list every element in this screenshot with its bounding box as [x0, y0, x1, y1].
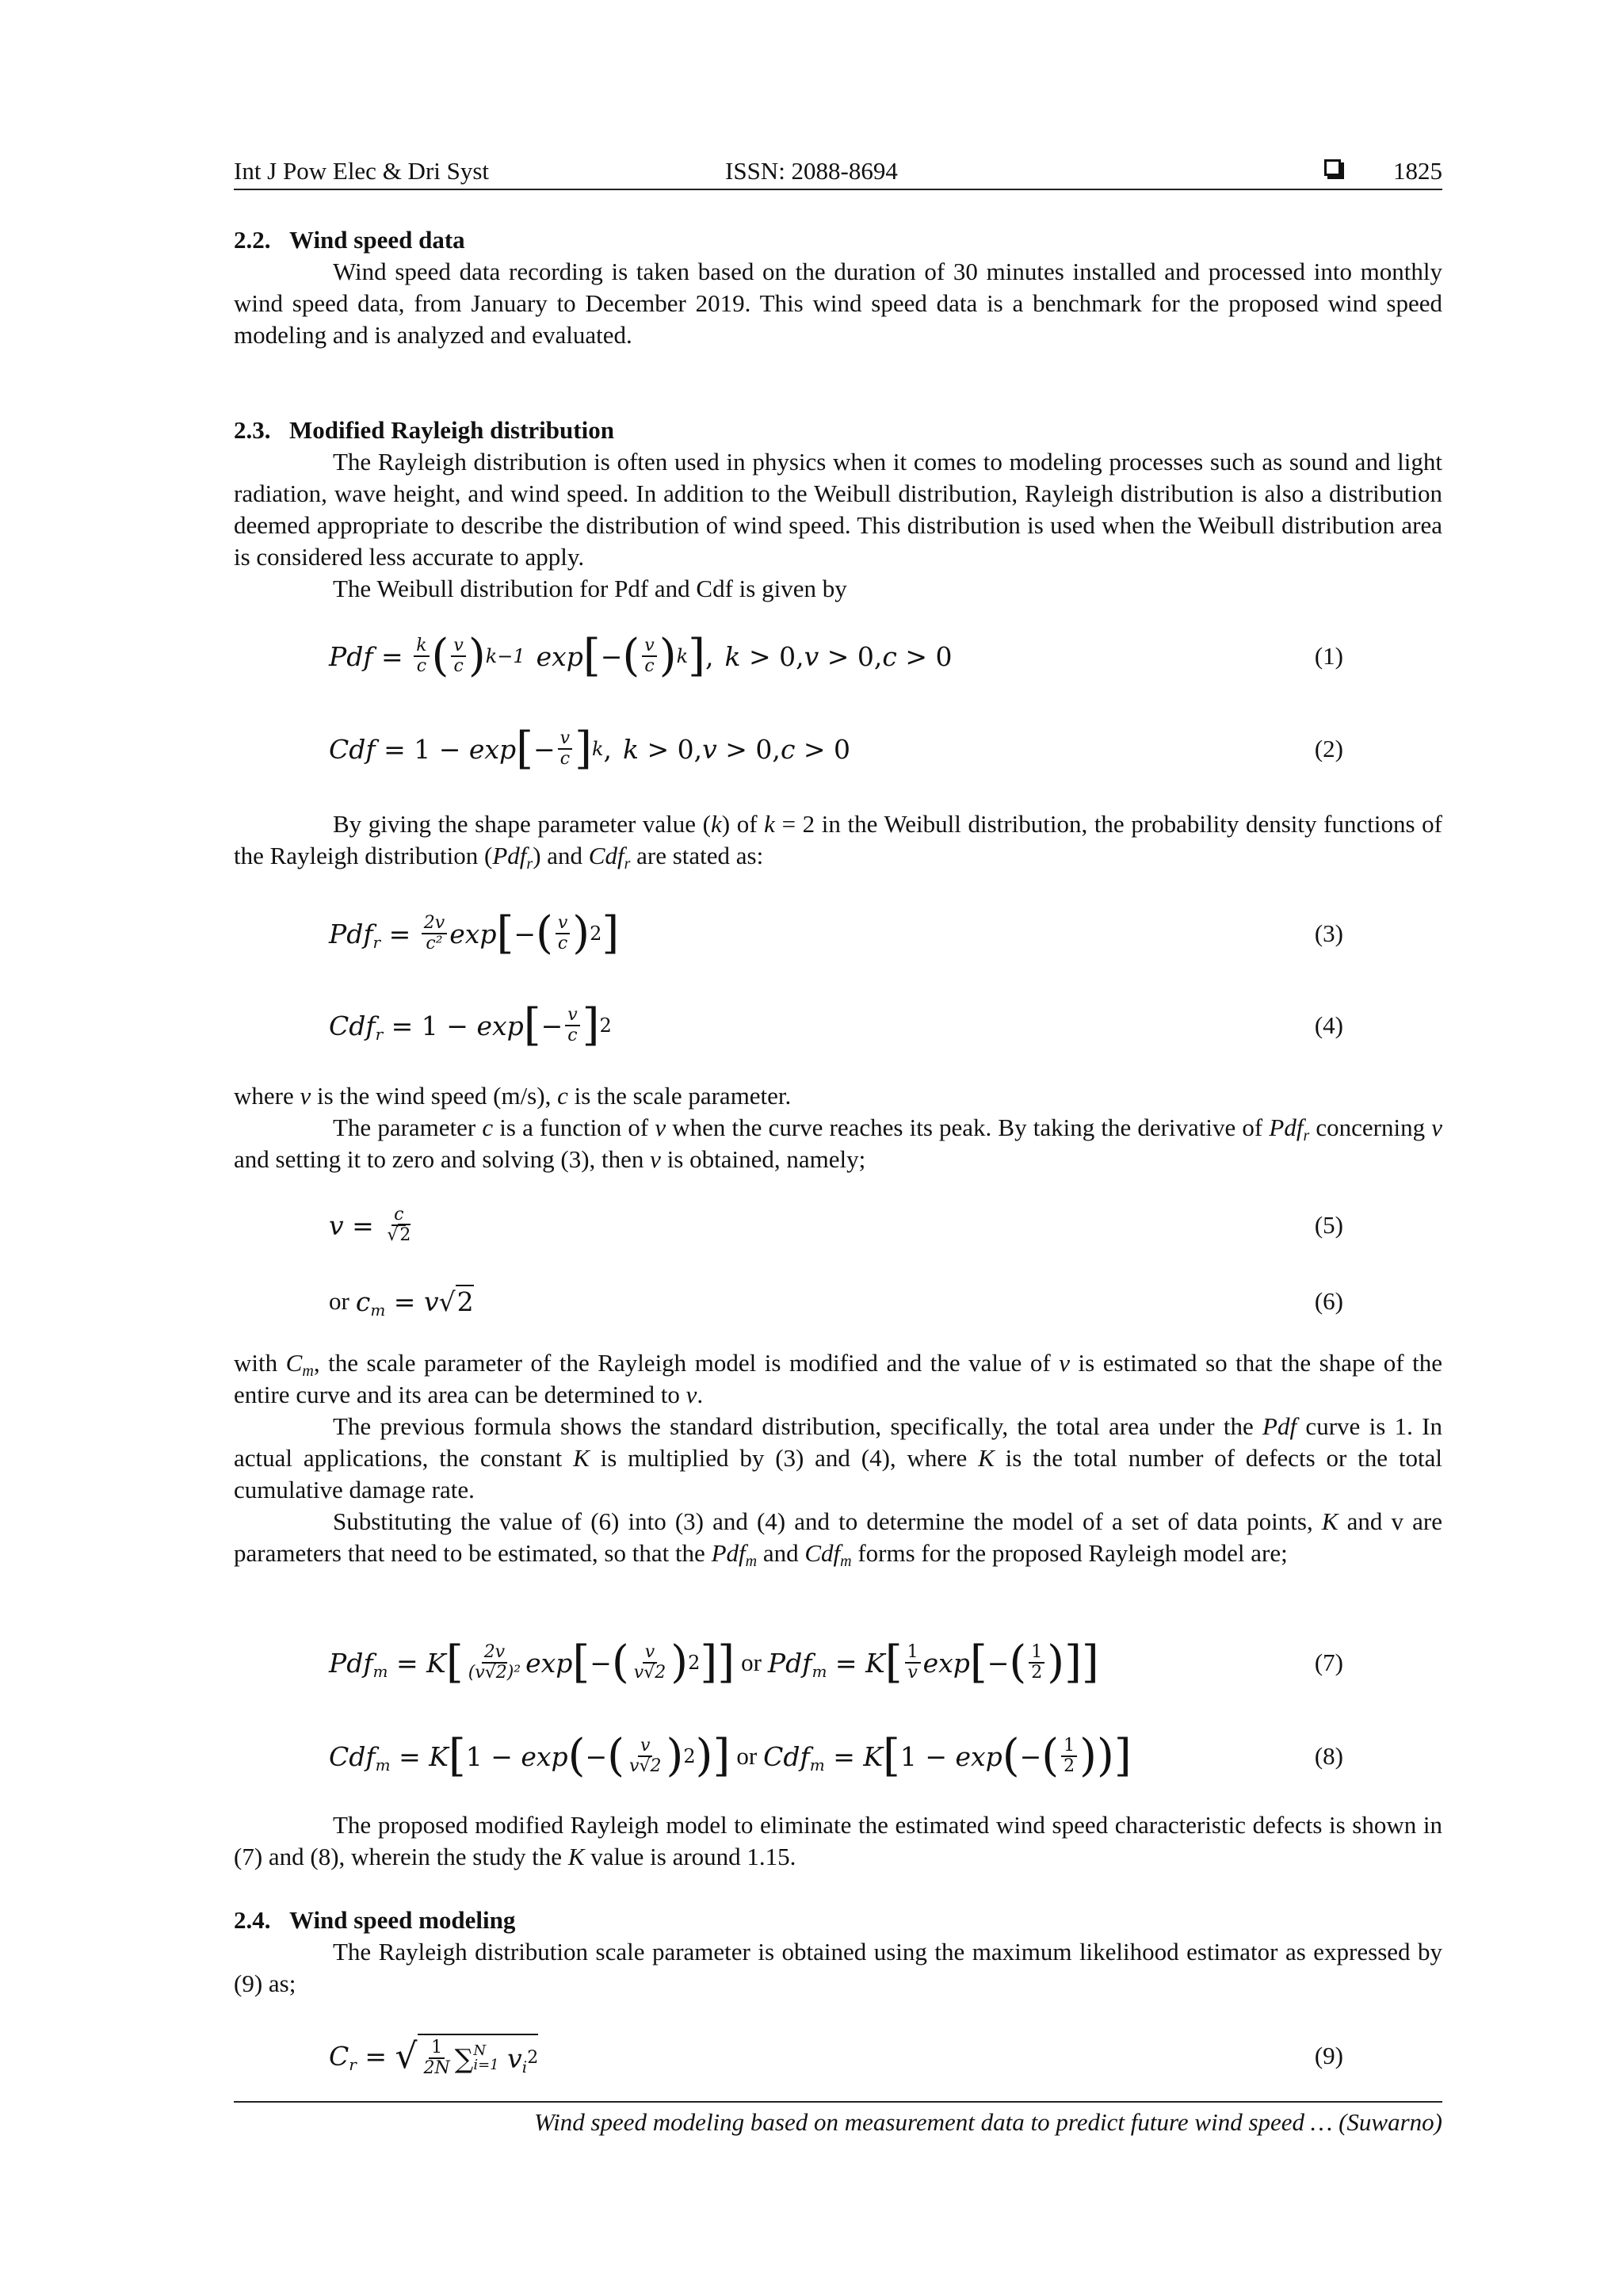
equation-2-number: (2) [1314, 735, 1343, 762]
paragraph-wind-speed-data: Wind speed data recording is taken based on the duration of 30 minutes installed and processed into monthly wind speed data, from January to December 2019. This wind speed data is a benchmark for the proposed wind speed modeling and is analyzed and evaluated. [234, 258, 1442, 349]
equation-8 [234, 1726, 1442, 1786]
equation-1-number: (1) [1314, 642, 1343, 670]
equation-1 [234, 626, 1442, 686]
running-footer: Wind speed modeling based on measurement data to predict future wind speed … (Suwarno) [533, 2108, 1442, 2136]
equation-5-number: (5) [1314, 1211, 1343, 1239]
equation-6-formula: or $c_m$ = v √2 [329, 1286, 474, 1320]
header-rule [234, 189, 1442, 190]
equation-8-number: (8) [1314, 1742, 1343, 1770]
section-heading-2-2: 2.2. Wind speed data [234, 226, 465, 254]
section-heading-2-4: 2.4. Wind speed modeling [234, 1906, 516, 1934]
equation-4-formula: Cdf$_r$ = 1 − exp [ − $\frac{v}{c}$ ] 2 [329, 999, 612, 1051]
equation-9-formula: $C_r$ = √ $\frac{1}{2N}$ ∑ N i=1 $v_i$ 2 [329, 2026, 538, 2086]
equation-4-number: (4) [1314, 1011, 1343, 1039]
equation-3-formula: Pdf$_r$ = $\frac{2v}{\text{c²}}$ exp [ − ( $\frac{v}{c}$ ) 2 ] [329, 907, 620, 959]
section-heading-2-3: 2.3. Modified Rayleigh distribution [234, 416, 614, 444]
equation-5 [234, 1195, 1442, 1255]
running-header [234, 155, 1442, 193]
paragraph-wind-speed-modeling: The Rayleigh distribution scale parameter is obtained using the maximum likelihood estimator as expressed by (9) as; [234, 1938, 1442, 1997]
equation-2-formula: Cdf = 1 − exp [ − $\frac{v}{c}$ ] k , k > 0, v > 0, c > 0 [329, 723, 851, 774]
footer-rule [234, 2101, 1442, 2103]
issn: ISSN: 2088-8694 [725, 157, 898, 185]
equation-9 [234, 2026, 1442, 2086]
equation-7 [234, 1633, 1442, 1693]
journal-name: Int J Pow Elec & Dri Syst [234, 157, 490, 185]
paragraph-rayleigh-intro: The Rayleigh distribution is often used in physics when it comes to modeling processes such as sound and light radiation, wave height, and wind speed. In addition to the Weibull distribution, Rayleigh distribution is also a distribution deemed appropriate to describe the distribution of wind speed. This distribution is used when the Weibull distribution area is considered less accurate to apply. The Weibull distribution for Pdf and Cdf is given by [234, 448, 1442, 602]
equation-3-number: (3) [1314, 919, 1343, 947]
equation-9-number: (9) [1314, 2042, 1343, 2069]
equation-8-formula: Cdf$_m$ = K [ 1 − exp ( − ( $\frac{v}{v√2}$ ) 2 )] or Cdf$_m$ = K [ 1 − exp ( − ( $\frac{1}{2}$ ))] [329, 1730, 1132, 1782]
equation-6 [234, 1271, 1442, 1331]
equation-5-formula: v = $\frac{c}{√2}$ [329, 1205, 411, 1245]
paragraph-shape-parameter: By giving the shape parameter value (k) of k = 2 in the Weibull distribution, the probability density functions of the Rayleigh distribution (Pdf$_r$) and Cdf$_r$ are stated as: [234, 810, 1442, 873]
equation-2 [234, 719, 1442, 779]
equation-7-number: (7) [1314, 1648, 1343, 1676]
equation-3 [234, 904, 1442, 964]
paragraph-modified-scale: with $C_m$, the scale parameter of the Rayleigh model is modified and the value of v is estimated so that the shape of the entire curve and its area can be determined to v. The previous formula shows the standard distribution, specifically, the total area under the Pdf curve is 1. In actual applications, the constant K is multiplied by (3) and (4), where K is the total number of defects or the total cumulative damage rate. Substituting the value of (6) into (3) and (4) and to determine the model of a set of data points, K and v are parameters that need to be estimated, so that the Pdf$_m$ and Cdf$_m$ forms for the proposed Rayleigh model are; [234, 1349, 1442, 1570]
equation-7-formula: Pdf$_m$ = K [ $\frac{2v}{\text{(v√2)²}}$ exp [ − ( $\frac{v}{v√2}$ ) 2 ]] or Pdf$_m$ = K [ $\frac{1}{v}$ exp [ − ( $\frac{1}{2}$ )]] [329, 1637, 1099, 1688]
checkbox-bullet-icon [1324, 159, 1341, 176]
equation-6-number: (6) [1314, 1287, 1343, 1315]
equation-4 [234, 995, 1442, 1056]
equation-1-formula: Pdf = $\frac{k}{c}$ ( $\frac{v}{c}$ ) k−1 exp [ − ( $\frac{v}{c}$ ) k ] , k > 0, v > 0, c > 0 [329, 630, 953, 682]
page-number: 1825 [1393, 157, 1442, 185]
paragraph-where: where v is the wind speed (m/s), c is the scale parameter. The parameter c is a function of v when the curve reaches its peak. By taking the derivative of Pdf$_r$ concerning v and setting it to zero and solving (3), then v is obtained, namely; [234, 1082, 1442, 1173]
paragraph-modified-model: The proposed modified Rayleigh model to eliminate the estimated wind speed characteristic defects is shown in (7) and (8), wherein the study the K value is around 1.15. [234, 1811, 1442, 1870]
